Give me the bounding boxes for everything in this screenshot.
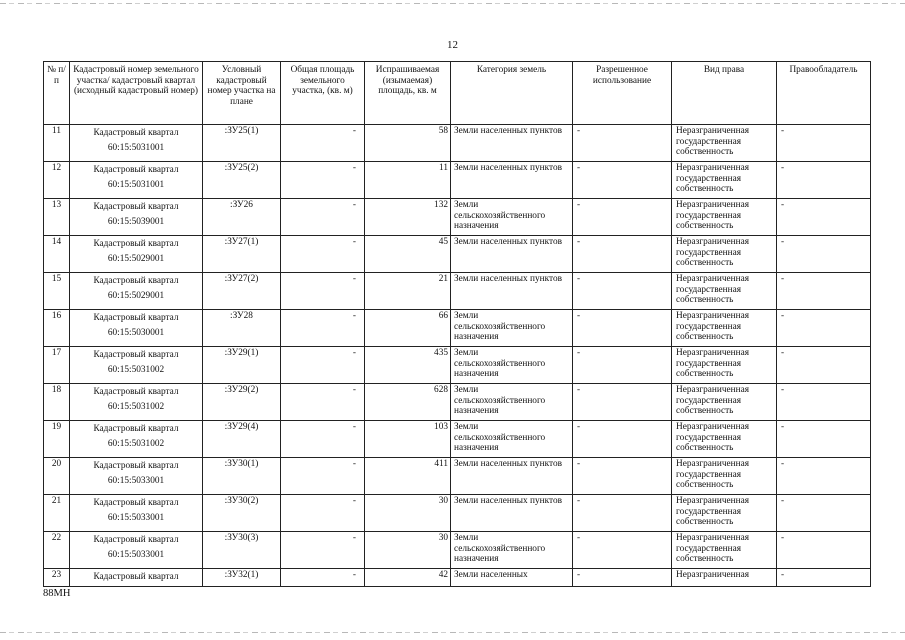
cell-num: 23 xyxy=(44,569,70,587)
cell-right-type: Неразграниченная государственная собственность xyxy=(672,236,777,273)
table-row xyxy=(44,458,871,495)
header-total-area: Общая площадь земельного участка, (кв. м) xyxy=(281,62,365,125)
cell-requested-area: 435 xyxy=(365,347,451,384)
table-row xyxy=(44,495,871,532)
cell-conditional: :ЗУ30(3) xyxy=(203,532,281,569)
cell-num: 22 xyxy=(44,532,70,569)
cell-cadastral xyxy=(70,273,203,310)
cell-total-area: - xyxy=(281,236,365,273)
cadastral-label: Кадастровый квартал xyxy=(93,239,179,249)
cell-requested-area: 411 xyxy=(365,458,451,495)
cell-permitted-use: - xyxy=(573,236,672,273)
table-row xyxy=(44,162,871,199)
cell-requested-area: 103 xyxy=(365,421,451,458)
cell-num: 13 xyxy=(44,199,70,236)
cadastral-label: Кадастровый квартал xyxy=(93,202,179,212)
cadastral-label: Кадастровый квартал xyxy=(93,387,179,397)
cell-conditional: :ЗУ30(2) xyxy=(203,495,281,532)
header-requested-area: Испрашиваемая (изымаемая) площадь, кв. м xyxy=(365,62,451,125)
cell-owner: - xyxy=(777,236,871,273)
cell-right-type: Неразграниченная государственная собственность xyxy=(672,310,777,347)
cell-owner: - xyxy=(777,458,871,495)
cell-conditional: :ЗУ30(1) xyxy=(203,458,281,495)
cell-cadastral xyxy=(70,162,203,199)
cell-total-area: - xyxy=(281,199,365,236)
cell-category: Земли сельскохозяйственного назначения xyxy=(451,199,573,236)
cell-permitted-use: - xyxy=(573,162,672,199)
cell-category: Земли сельскохозяйственного назначения xyxy=(451,347,573,384)
cell-requested-area: 132 xyxy=(365,199,451,236)
cell-category: Земли населенных пунктов xyxy=(451,125,573,162)
cell-conditional: :ЗУ32(1) xyxy=(203,569,281,587)
cell-right-type: Неразграниченная xyxy=(672,569,777,587)
cell-total-area: - xyxy=(281,384,365,421)
cell-conditional: :ЗУ26 xyxy=(203,199,281,236)
footer-code: 88МН xyxy=(43,588,71,599)
cell-category: Земли населенных xyxy=(451,569,573,587)
cell-owner: - xyxy=(777,421,871,458)
cell-num: 15 xyxy=(44,273,70,310)
table-row xyxy=(44,236,871,273)
header-conditional: Условный кадастровый номер участка на плане xyxy=(203,62,281,125)
cell-requested-area: 21 xyxy=(365,273,451,310)
cell-cadastral xyxy=(70,458,203,495)
cell-conditional: :ЗУ29(1) xyxy=(203,347,281,384)
cell-cadastral xyxy=(70,532,203,569)
cell-permitted-use: - xyxy=(573,495,672,532)
cell-permitted-use: - xyxy=(573,532,672,569)
cell-category: Земли сельскохозяйственного назначения xyxy=(451,384,573,421)
cell-cadastral xyxy=(70,347,203,384)
cell-owner: - xyxy=(777,532,871,569)
header-permitted-use: Разрешенное использование xyxy=(573,62,672,125)
cell-requested-area: 628 xyxy=(365,384,451,421)
cell-category: Земли сельскохозяйственного назначения xyxy=(451,532,573,569)
cell-category: Земли населенных пунктов xyxy=(451,495,573,532)
cell-total-area: - xyxy=(281,421,365,458)
cell-permitted-use: - xyxy=(573,273,672,310)
cell-num: 18 xyxy=(44,384,70,421)
cell-category: Земли населенных пунктов xyxy=(451,273,573,310)
table-row xyxy=(44,125,871,162)
cadastral-number: 60:15:5031002 xyxy=(107,402,165,412)
table-header xyxy=(44,62,871,125)
cell-total-area: - xyxy=(281,310,365,347)
cell-category: Земли населенных пунктов xyxy=(451,162,573,199)
cell-num: 20 xyxy=(44,458,70,495)
cell-right-type: Неразграниченная государственная собственность xyxy=(672,273,777,310)
cell-right-type: Неразграниченная государственная собственность xyxy=(672,347,777,384)
cell-num: 11 xyxy=(44,125,70,162)
cell-owner: - xyxy=(777,273,871,310)
cell-conditional: :ЗУ25(2) xyxy=(203,162,281,199)
cell-permitted-use: - xyxy=(573,310,672,347)
cell-right-type: Неразграниченная государственная собственность xyxy=(672,125,777,162)
cell-conditional: :ЗУ27(1) xyxy=(203,236,281,273)
cell-owner: - xyxy=(777,495,871,532)
cell-permitted-use: - xyxy=(573,125,672,162)
cell-cadastral xyxy=(70,199,203,236)
cell-conditional: :ЗУ29(4) xyxy=(203,421,281,458)
cadastral-number: 60:15:5031002 xyxy=(107,439,165,449)
cell-right-type: Неразграниченная государственная собственность xyxy=(672,532,777,569)
cadastral-label: Кадастровый квартал xyxy=(93,498,179,508)
table-row xyxy=(44,199,871,236)
cell-total-area: - xyxy=(281,495,365,532)
cell-num: 21 xyxy=(44,495,70,532)
cadastral-number: 60:15:5031001 xyxy=(107,180,165,190)
page-number: 12 xyxy=(447,39,458,51)
cadastral-label: Кадастровый квартал xyxy=(93,128,179,138)
table-row xyxy=(44,347,871,384)
cell-category: Земли сельскохозяйственного назначения xyxy=(451,310,573,347)
cell-requested-area: 30 xyxy=(365,532,451,569)
cadastral-number: 60:15:5029001 xyxy=(107,291,165,301)
cell-owner: - xyxy=(777,347,871,384)
cell-total-area: - xyxy=(281,458,365,495)
cell-right-type: Неразграниченная государственная собственность xyxy=(672,162,777,199)
cell-conditional: :ЗУ29(2) xyxy=(203,384,281,421)
cell-permitted-use: - xyxy=(573,421,672,458)
cell-permitted-use: - xyxy=(573,199,672,236)
cell-requested-area: 42 xyxy=(365,569,451,587)
cell-right-type: Неразграниченная государственная собственность xyxy=(672,458,777,495)
cadastral-number: 60:15:5030001 xyxy=(107,328,165,338)
cell-permitted-use: - xyxy=(573,458,672,495)
table-row xyxy=(44,569,871,587)
cadastral-number: 60:15:5031001 xyxy=(107,143,165,153)
cadastral-label: Кадастровый квартал xyxy=(93,276,179,286)
cell-owner: - xyxy=(777,199,871,236)
cell-category: Земли населенных пунктов xyxy=(451,236,573,273)
cadastral-label: Кадастровый квартал xyxy=(93,461,179,471)
cell-cadastral xyxy=(70,384,203,421)
cell-right-type: Неразграниченная государственная собственность xyxy=(672,495,777,532)
table-row xyxy=(44,273,871,310)
cadastral-label: Кадастровый квартал xyxy=(93,572,179,582)
table-body xyxy=(44,125,871,587)
cell-owner: - xyxy=(777,384,871,421)
cadastral-label: Кадастровый квартал xyxy=(93,165,179,175)
cell-conditional: :ЗУ28 xyxy=(203,310,281,347)
table-row xyxy=(44,421,871,458)
cell-owner: - xyxy=(777,125,871,162)
cell-requested-area: 45 xyxy=(365,236,451,273)
cell-conditional: :ЗУ25(1) xyxy=(203,125,281,162)
cadastral-number: 60:15:5033001 xyxy=(107,550,165,560)
header-owner: Правообладатель xyxy=(777,62,871,125)
header-num: № п/п xyxy=(44,62,70,125)
cadastral-number: 60:15:5033001 xyxy=(107,476,165,486)
cell-cadastral xyxy=(70,310,203,347)
cadastral-number: 60:15:5029001 xyxy=(107,254,165,264)
cell-owner: - xyxy=(777,162,871,199)
cell-total-area: - xyxy=(281,569,365,587)
scan-artifact-bottom xyxy=(0,632,905,633)
cadastral-label: Кадастровый квартал xyxy=(93,350,179,360)
header-right-type: Вид права xyxy=(672,62,777,125)
cell-total-area: - xyxy=(281,532,365,569)
cadastral-label: Кадастровый квартал xyxy=(93,424,179,434)
cell-cadastral xyxy=(70,569,203,587)
cell-requested-area: 11 xyxy=(365,162,451,199)
table-row xyxy=(44,384,871,421)
header-cadastral: Кадастровый номер земельного участка/ кадастровый квартал (исходный кадастровый номер) xyxy=(70,62,203,125)
cell-num: 16 xyxy=(44,310,70,347)
header-category: Категория земель xyxy=(451,62,573,125)
table-row xyxy=(44,532,871,569)
cell-owner: - xyxy=(777,569,871,587)
cell-right-type: Неразграниченная государственная собственность xyxy=(672,384,777,421)
cell-cadastral xyxy=(70,495,203,532)
cell-right-type: Неразграниченная государственная собственность xyxy=(672,421,777,458)
cell-conditional: :ЗУ27(2) xyxy=(203,273,281,310)
cell-category: Земли населенных пунктов xyxy=(451,458,573,495)
cell-permitted-use: - xyxy=(573,569,672,587)
land-plots-table xyxy=(43,61,871,587)
cell-permitted-use: - xyxy=(573,384,672,421)
cell-requested-area: 66 xyxy=(365,310,451,347)
cell-total-area: - xyxy=(281,125,365,162)
cell-permitted-use: - xyxy=(573,347,672,384)
cell-total-area: - xyxy=(281,273,365,310)
cadastral-number: 60:15:5033001 xyxy=(107,513,165,523)
cell-requested-area: 30 xyxy=(365,495,451,532)
cell-num: 17 xyxy=(44,347,70,384)
scan-artifact-top xyxy=(0,3,905,4)
cadastral-number: 60:15:5031002 xyxy=(107,365,165,375)
cell-requested-area: 58 xyxy=(365,125,451,162)
cell-category: Земли сельскохозяйственного назначения xyxy=(451,421,573,458)
cadastral-label: Кадастровый квартал xyxy=(93,313,179,323)
cell-cadastral xyxy=(70,421,203,458)
cell-total-area: - xyxy=(281,347,365,384)
cadastral-number: 60:15:5039001 xyxy=(107,217,165,227)
table-row xyxy=(44,310,871,347)
cell-owner: - xyxy=(777,310,871,347)
cell-total-area: - xyxy=(281,162,365,199)
cell-num: 12 xyxy=(44,162,70,199)
cadastral-label: Кадастровый квартал xyxy=(93,535,179,545)
cell-cadastral xyxy=(70,125,203,162)
cell-num: 14 xyxy=(44,236,70,273)
cell-num: 19 xyxy=(44,421,70,458)
cell-right-type: Неразграниченная государственная собственность xyxy=(672,199,777,236)
cell-cadastral xyxy=(70,236,203,273)
